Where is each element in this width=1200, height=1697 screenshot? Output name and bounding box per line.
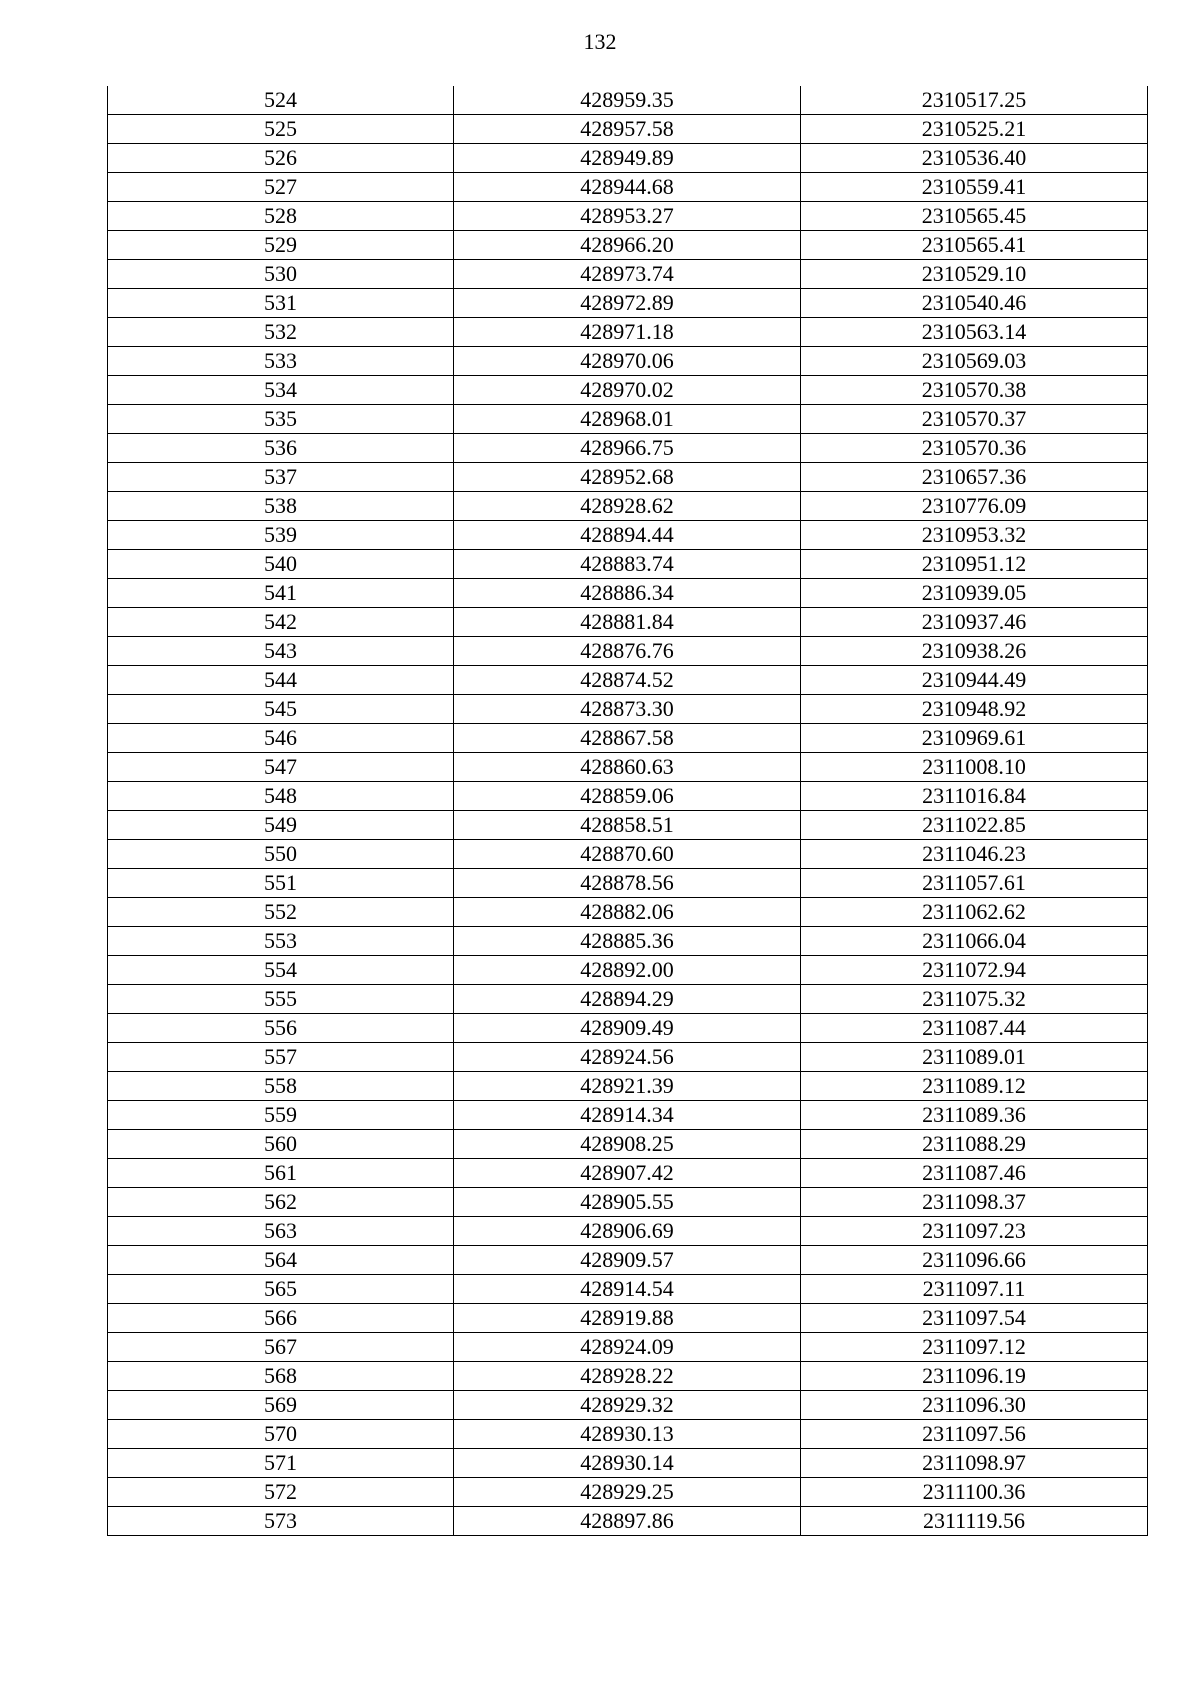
y-coordinate-cell: 2310570.36 <box>801 434 1148 463</box>
x-coordinate-cell: 428921.39 <box>454 1072 801 1101</box>
x-coordinate-cell: 428924.56 <box>454 1043 801 1072</box>
table-row <box>108 637 1148 666</box>
table-row <box>108 318 1148 347</box>
point-number-cell: 562 <box>108 1188 454 1217</box>
point-number-cell: 524 <box>108 86 454 115</box>
table-row <box>108 1304 1148 1333</box>
table-row <box>108 144 1148 173</box>
point-number-cell: 525 <box>108 115 454 144</box>
x-coordinate-cell: 428959.35 <box>454 86 801 115</box>
y-coordinate-cell: 2310948.92 <box>801 695 1148 724</box>
table-row <box>108 1101 1148 1130</box>
x-coordinate-cell: 428870.60 <box>454 840 801 869</box>
y-coordinate-cell: 2311097.23 <box>801 1217 1148 1246</box>
y-coordinate-cell: 2311097.11 <box>801 1275 1148 1304</box>
table-row <box>108 1449 1148 1478</box>
x-coordinate-cell: 428957.58 <box>454 115 801 144</box>
x-coordinate-cell: 428876.76 <box>454 637 801 666</box>
point-number-cell: 569 <box>108 1391 454 1420</box>
table-row <box>108 608 1148 637</box>
x-coordinate-cell: 428883.74 <box>454 550 801 579</box>
point-number-cell: 533 <box>108 347 454 376</box>
coordinates-table <box>107 86 1148 1536</box>
table-row <box>108 666 1148 695</box>
point-number-cell: 531 <box>108 289 454 318</box>
point-number-cell: 566 <box>108 1304 454 1333</box>
table-row <box>108 231 1148 260</box>
x-coordinate-cell: 428930.14 <box>454 1449 801 1478</box>
table-row <box>108 1362 1148 1391</box>
table-row <box>108 927 1148 956</box>
point-number-cell: 527 <box>108 173 454 202</box>
point-number-cell: 547 <box>108 753 454 782</box>
point-number-cell: 551 <box>108 869 454 898</box>
table-row <box>108 86 1148 115</box>
y-coordinate-cell: 2310953.32 <box>801 521 1148 550</box>
table-row <box>108 202 1148 231</box>
point-number-cell: 561 <box>108 1159 454 1188</box>
x-coordinate-cell: 428949.89 <box>454 144 801 173</box>
point-number-cell: 571 <box>108 1449 454 1478</box>
x-coordinate-cell: 428930.13 <box>454 1420 801 1449</box>
point-number-cell: 570 <box>108 1420 454 1449</box>
y-coordinate-cell: 2311057.61 <box>801 869 1148 898</box>
y-coordinate-cell: 2311119.56 <box>801 1507 1148 1536</box>
point-number-cell: 544 <box>108 666 454 695</box>
table-row <box>108 579 1148 608</box>
y-coordinate-cell: 2310563.14 <box>801 318 1148 347</box>
point-number-cell: 557 <box>108 1043 454 1072</box>
x-coordinate-cell: 428858.51 <box>454 811 801 840</box>
y-coordinate-cell: 2310536.40 <box>801 144 1148 173</box>
table-row <box>108 1043 1148 1072</box>
table-row <box>108 1420 1148 1449</box>
x-coordinate-cell: 428924.09 <box>454 1333 801 1362</box>
y-coordinate-cell: 2310951.12 <box>801 550 1148 579</box>
y-coordinate-cell: 2311096.19 <box>801 1362 1148 1391</box>
y-coordinate-cell: 2310565.41 <box>801 231 1148 260</box>
y-coordinate-cell: 2310939.05 <box>801 579 1148 608</box>
point-number-cell: 542 <box>108 608 454 637</box>
point-number-cell: 559 <box>108 1101 454 1130</box>
table-row <box>108 1217 1148 1246</box>
point-number-cell: 550 <box>108 840 454 869</box>
x-coordinate-cell: 428966.75 <box>454 434 801 463</box>
point-number-cell: 558 <box>108 1072 454 1101</box>
x-coordinate-cell: 428972.89 <box>454 289 801 318</box>
point-number-cell: 572 <box>108 1478 454 1507</box>
point-number-cell: 554 <box>108 956 454 985</box>
table-row <box>108 1130 1148 1159</box>
point-number-cell: 537 <box>108 463 454 492</box>
point-number-cell: 573 <box>108 1507 454 1536</box>
x-coordinate-cell: 428894.29 <box>454 985 801 1014</box>
y-coordinate-cell: 2310529.10 <box>801 260 1148 289</box>
y-coordinate-cell: 2311087.46 <box>801 1159 1148 1188</box>
point-number-cell: 541 <box>108 579 454 608</box>
x-coordinate-cell: 428952.68 <box>454 463 801 492</box>
point-number-cell: 536 <box>108 434 454 463</box>
y-coordinate-cell: 2310540.46 <box>801 289 1148 318</box>
y-coordinate-cell: 2311072.94 <box>801 956 1148 985</box>
x-coordinate-cell: 428878.56 <box>454 869 801 898</box>
y-coordinate-cell: 2310569.03 <box>801 347 1148 376</box>
x-coordinate-cell: 428914.34 <box>454 1101 801 1130</box>
table-row <box>108 405 1148 434</box>
y-coordinate-cell: 2310776.09 <box>801 492 1148 521</box>
table-row <box>108 1159 1148 1188</box>
table-row <box>108 782 1148 811</box>
x-coordinate-cell: 428897.86 <box>454 1507 801 1536</box>
y-coordinate-cell: 2311098.37 <box>801 1188 1148 1217</box>
y-coordinate-cell: 2310937.46 <box>801 608 1148 637</box>
point-number-cell: 567 <box>108 1333 454 1362</box>
x-coordinate-cell: 428953.27 <box>454 202 801 231</box>
point-number-cell: 545 <box>108 695 454 724</box>
y-coordinate-cell: 2311062.62 <box>801 898 1148 927</box>
table-row <box>108 260 1148 289</box>
point-number-cell: 526 <box>108 144 454 173</box>
x-coordinate-cell: 428907.42 <box>454 1159 801 1188</box>
table-row <box>108 956 1148 985</box>
y-coordinate-cell: 2311066.04 <box>801 927 1148 956</box>
y-coordinate-cell: 2311100.36 <box>801 1478 1148 1507</box>
table-row <box>108 173 1148 202</box>
y-coordinate-cell: 2311008.10 <box>801 753 1148 782</box>
y-coordinate-cell: 2310944.49 <box>801 666 1148 695</box>
table-row <box>108 550 1148 579</box>
table-row <box>108 463 1148 492</box>
point-number-cell: 534 <box>108 376 454 405</box>
x-coordinate-cell: 428914.54 <box>454 1275 801 1304</box>
x-coordinate-cell: 428874.52 <box>454 666 801 695</box>
table-row <box>108 492 1148 521</box>
point-number-cell: 532 <box>108 318 454 347</box>
point-number-cell: 563 <box>108 1217 454 1246</box>
y-coordinate-cell: 2310565.45 <box>801 202 1148 231</box>
y-coordinate-cell: 2310559.41 <box>801 173 1148 202</box>
point-number-cell: 564 <box>108 1246 454 1275</box>
y-coordinate-cell: 2311075.32 <box>801 985 1148 1014</box>
x-coordinate-cell: 428881.84 <box>454 608 801 637</box>
table-body <box>108 86 1148 1536</box>
table-row <box>108 1275 1148 1304</box>
x-coordinate-cell: 428944.68 <box>454 173 801 202</box>
table-row <box>108 1333 1148 1362</box>
y-coordinate-cell: 2311096.66 <box>801 1246 1148 1275</box>
table-row <box>108 869 1148 898</box>
point-number-cell: 548 <box>108 782 454 811</box>
point-number-cell: 528 <box>108 202 454 231</box>
x-coordinate-cell: 428894.44 <box>454 521 801 550</box>
point-number-cell: 530 <box>108 260 454 289</box>
y-coordinate-cell: 2311022.85 <box>801 811 1148 840</box>
page-number: 132 <box>583 29 617 54</box>
y-coordinate-cell: 2310969.61 <box>801 724 1148 753</box>
point-number-cell: 529 <box>108 231 454 260</box>
point-number-cell: 568 <box>108 1362 454 1391</box>
y-coordinate-cell: 2310657.36 <box>801 463 1148 492</box>
x-coordinate-cell: 428929.32 <box>454 1391 801 1420</box>
y-coordinate-cell: 2310517.25 <box>801 86 1148 115</box>
point-number-cell: 540 <box>108 550 454 579</box>
table-row <box>108 985 1148 1014</box>
table-row <box>108 753 1148 782</box>
x-coordinate-cell: 428906.69 <box>454 1217 801 1246</box>
x-coordinate-cell: 428892.00 <box>454 956 801 985</box>
x-coordinate-cell: 428929.25 <box>454 1478 801 1507</box>
y-coordinate-cell: 2311016.84 <box>801 782 1148 811</box>
x-coordinate-cell: 428909.49 <box>454 1014 801 1043</box>
x-coordinate-cell: 428970.02 <box>454 376 801 405</box>
table-row <box>108 695 1148 724</box>
x-coordinate-cell: 428882.06 <box>454 898 801 927</box>
y-coordinate-cell: 2310570.37 <box>801 405 1148 434</box>
y-coordinate-cell: 2310570.38 <box>801 376 1148 405</box>
x-coordinate-cell: 428973.74 <box>454 260 801 289</box>
table-row <box>108 1507 1148 1536</box>
y-coordinate-cell: 2311098.97 <box>801 1449 1148 1478</box>
table-row <box>108 376 1148 405</box>
x-coordinate-cell: 428860.63 <box>454 753 801 782</box>
table-row <box>108 1391 1148 1420</box>
y-coordinate-cell: 2310938.26 <box>801 637 1148 666</box>
y-coordinate-cell: 2311089.12 <box>801 1072 1148 1101</box>
table-row <box>108 521 1148 550</box>
point-number-cell: 552 <box>108 898 454 927</box>
x-coordinate-cell: 428909.57 <box>454 1246 801 1275</box>
y-coordinate-cell: 2310525.21 <box>801 115 1148 144</box>
point-number-cell: 543 <box>108 637 454 666</box>
y-coordinate-cell: 2311087.44 <box>801 1014 1148 1043</box>
table-row <box>108 811 1148 840</box>
y-coordinate-cell: 2311088.29 <box>801 1130 1148 1159</box>
point-number-cell: 555 <box>108 985 454 1014</box>
table-row <box>108 1072 1148 1101</box>
table-row <box>108 289 1148 318</box>
y-coordinate-cell: 2311097.56 <box>801 1420 1148 1449</box>
table-row <box>108 724 1148 753</box>
x-coordinate-cell: 428886.34 <box>454 579 801 608</box>
y-coordinate-cell: 2311089.36 <box>801 1101 1148 1130</box>
y-coordinate-cell: 2311097.54 <box>801 1304 1148 1333</box>
table-row <box>108 840 1148 869</box>
x-coordinate-cell: 428919.88 <box>454 1304 801 1333</box>
point-number-cell: 549 <box>108 811 454 840</box>
y-coordinate-cell: 2311096.30 <box>801 1391 1148 1420</box>
point-number-cell: 538 <box>108 492 454 521</box>
table-row <box>108 1246 1148 1275</box>
table-row <box>108 1014 1148 1043</box>
table-row <box>108 115 1148 144</box>
x-coordinate-cell: 428928.22 <box>454 1362 801 1391</box>
y-coordinate-cell: 2311046.23 <box>801 840 1148 869</box>
table-row <box>108 898 1148 927</box>
x-coordinate-cell: 428971.18 <box>454 318 801 347</box>
table-row <box>108 347 1148 376</box>
x-coordinate-cell: 428928.62 <box>454 492 801 521</box>
x-coordinate-cell: 428859.06 <box>454 782 801 811</box>
x-coordinate-cell: 428968.01 <box>454 405 801 434</box>
table-row <box>108 1188 1148 1217</box>
y-coordinate-cell: 2311089.01 <box>801 1043 1148 1072</box>
x-coordinate-cell: 428970.06 <box>454 347 801 376</box>
point-number-cell: 539 <box>108 521 454 550</box>
point-number-cell: 556 <box>108 1014 454 1043</box>
x-coordinate-cell: 428867.58 <box>454 724 801 753</box>
point-number-cell: 565 <box>108 1275 454 1304</box>
x-coordinate-cell: 428873.30 <box>454 695 801 724</box>
x-coordinate-cell: 428908.25 <box>454 1130 801 1159</box>
point-number-cell: 560 <box>108 1130 454 1159</box>
x-coordinate-cell: 428885.36 <box>454 927 801 956</box>
y-coordinate-cell: 2311097.12 <box>801 1333 1148 1362</box>
table-row <box>108 434 1148 463</box>
x-coordinate-cell: 428966.20 <box>454 231 801 260</box>
point-number-cell: 553 <box>108 927 454 956</box>
point-number-cell: 535 <box>108 405 454 434</box>
x-coordinate-cell: 428905.55 <box>454 1188 801 1217</box>
point-number-cell: 546 <box>108 724 454 753</box>
table-row <box>108 1478 1148 1507</box>
